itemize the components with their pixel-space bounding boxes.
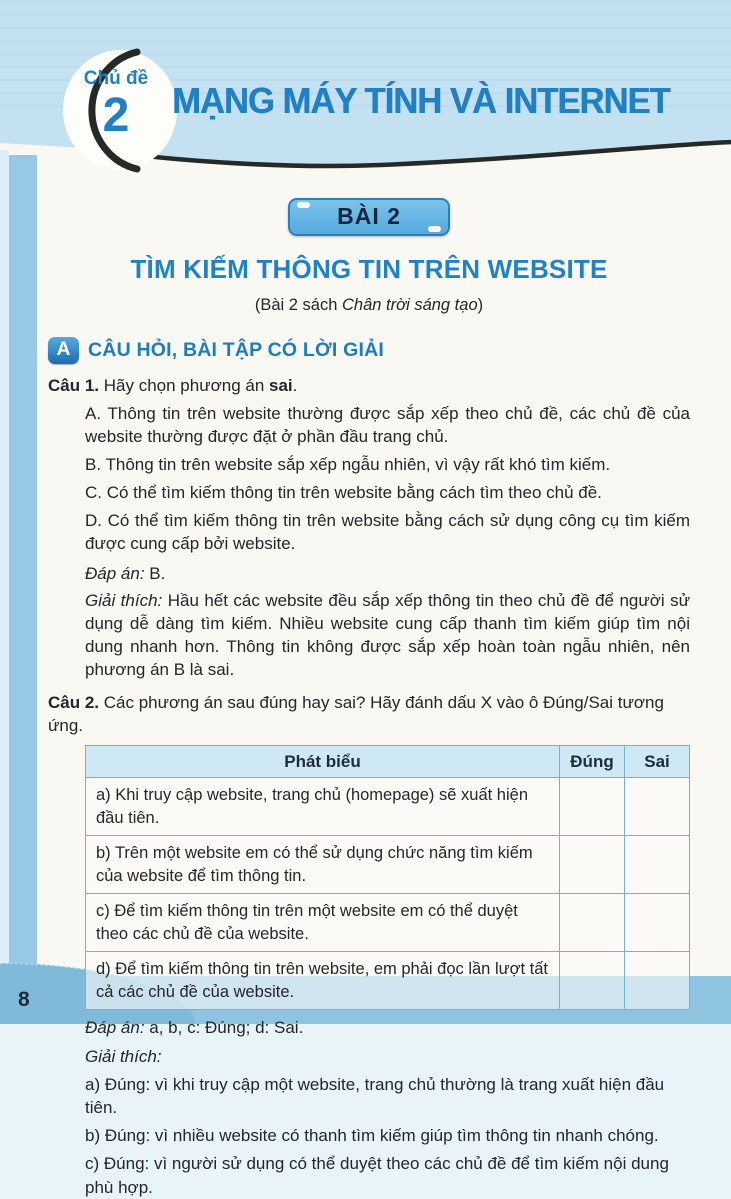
question-2-text: Các phương án sau đúng hay sai? Hãy đánh dấu X vào ô Đúng/Sai tương ứng. [48, 693, 664, 736]
left-border-band [9, 155, 37, 1024]
question-2-prompt [48, 691, 690, 737]
question-2-answer [85, 1016, 690, 1039]
section-a-badge: A [48, 337, 79, 364]
page-content [48, 186, 690, 1199]
question-1-text-end: . [292, 375, 298, 395]
explanation-item-c: c) Đúng: vì người sử dụng có thể duyệt theo các chủ đề để tìm kiếm nội dung phù hợp. [85, 1154, 669, 1197]
statement-cell: a) Khi truy cập website, trang chủ (homepage) sẽ xuất hiện đầu tiên. [86, 778, 560, 836]
lesson-title: TÌM KIẾM THÔNG TIN TRÊN WEBSITE [130, 254, 608, 284]
false-cell [625, 836, 690, 894]
answer-label: Đáp án: [85, 563, 145, 583]
section-a-header [48, 337, 690, 364]
statement-cell: d) Để tìm kiếm thông tin trên website, em phải đọc lần lượt tất cả các chủ đề của website. [86, 952, 560, 1010]
statement-cell: c) Để tìm kiếm thông tin trên một website em có thể duyệt theo các chủ đề của website. [86, 894, 560, 952]
question-2-label: Câu 2. [48, 693, 100, 713]
table-header-row [86, 746, 690, 778]
explanation-text: Hầu hết các website đều sắp xếp thông tin theo chủ đề để người sử dụng dễ dàng tìm kiếm. Nhiều website cung cấp thanh tìm kiếm giúp tìm nội dung nhanh hơn. Thông tin không được sắp xếp hoàn toàn ngẫu nhiên, nên phương án B là sai. [85, 590, 690, 679]
column-header-statement: Phát biểu [86, 746, 560, 778]
true-false-table [85, 745, 690, 1010]
option-a: A. Thông tin trên website thường được sắp xếp theo chủ đề, các chủ đề của website thường được đặt ở phần đầu trang chủ. [85, 403, 690, 447]
answer-label: Đáp án: [85, 1017, 145, 1037]
lesson-number-label: BÀI 2 [337, 203, 401, 230]
page-number: 8 [18, 988, 30, 1011]
explanation-item-a: a) Đúng: vì khi truy cập một website, trang chủ thường là trang xuất hiện đầu tiên. [85, 1075, 665, 1118]
table-row [86, 894, 690, 952]
chapter-label: Chủ đề [83, 68, 149, 89]
table-row [86, 836, 690, 894]
false-cell [625, 952, 690, 1010]
column-header-false: Sai [625, 746, 690, 778]
statement-cell: b) Trên một website em có thể sử dụng chức năng tìm kiếm của website để tìm thông tin. [86, 836, 560, 894]
column-header-true: Đúng [560, 746, 625, 778]
ribbon-notch [297, 202, 310, 208]
chapter-number: 2 [102, 89, 130, 142]
true-cell [560, 778, 625, 836]
explanation-label: Giải thích: [85, 590, 163, 610]
lesson-subtitle [48, 294, 690, 316]
true-cell [560, 952, 625, 1010]
true-cell [560, 894, 625, 952]
question-1-text: Hãy chọn phương án [99, 375, 269, 395]
subtitle-suffix: ) [477, 296, 484, 315]
table-row [86, 778, 690, 836]
subtitle-prefix: (Bài 2 sách [254, 296, 342, 315]
question-1-label: Câu 1. [48, 375, 100, 395]
explanation-item-b: b) Đúng: vì nhiều website có thanh tìm kiếm giúp tìm thông tin nhanh chóng. [85, 1126, 659, 1146]
false-cell [625, 778, 690, 836]
chapter-title: MẠNG MÁY TÍNH VÀ INTERNET [172, 80, 670, 121]
option-c: C. Có thể tìm kiếm thông tin trên website bằng cách tìm theo chủ đề. [85, 483, 602, 503]
chapter-badge [40, 48, 192, 180]
option-d: D. Có thể tìm kiếm thông tin trên website bằng cách sử dụng công cụ tìm kiếm được cung cấp bởi website. [85, 511, 690, 554]
option-b: B. Thông tin trên website sắp xếp ngẫu nhiên, vì vậy rất khó tìm kiếm. [85, 455, 611, 475]
answer-value: B. [144, 563, 166, 583]
question-1-answer [85, 562, 690, 585]
question-1-keyword: sai [269, 375, 293, 395]
lesson-number-plaque [288, 198, 450, 236]
false-cell [625, 894, 690, 952]
answer-value: a, b, c: Đúng; d: Sai. [144, 1017, 304, 1037]
question-1-explanation [85, 589, 690, 681]
true-cell [560, 836, 625, 894]
table-row [86, 952, 690, 1010]
section-a-title: CÂU HỎI, BÀI TẬP CÓ LỜI GIẢI [88, 339, 384, 362]
question-1-prompt [48, 374, 690, 397]
left-margin-strip [0, 150, 9, 1024]
question-2-explanation-label: Giải thích: [85, 1047, 162, 1067]
ribbon-notch [428, 226, 441, 232]
subtitle-book-name: Chân trời sáng tạo [341, 296, 478, 315]
